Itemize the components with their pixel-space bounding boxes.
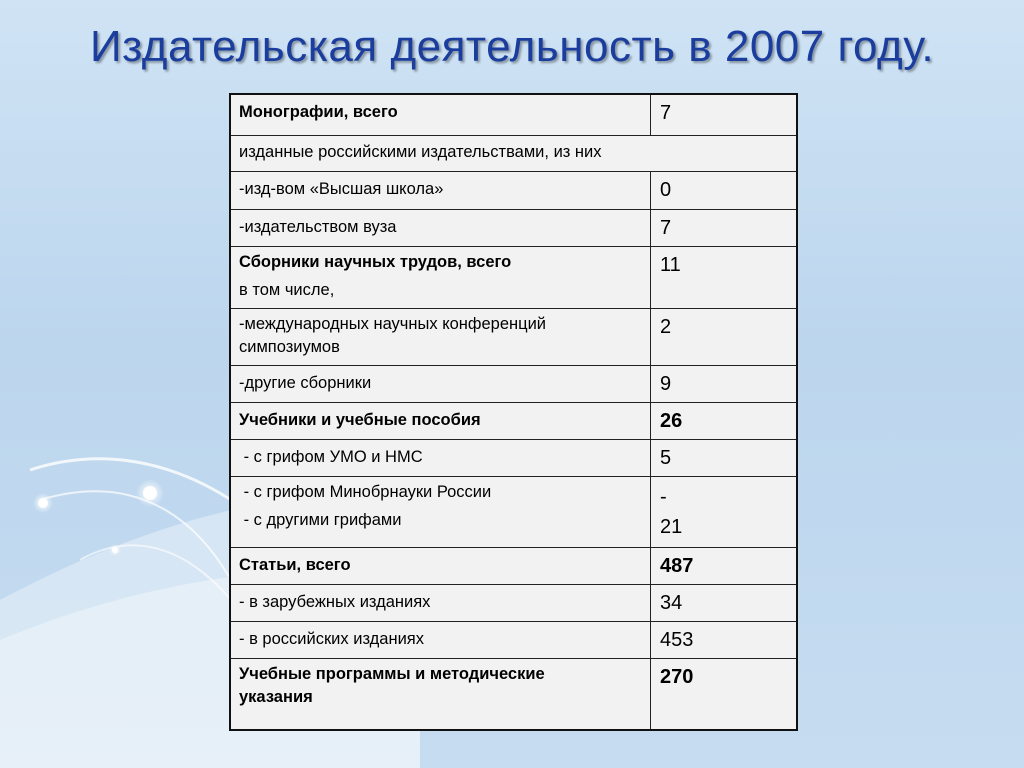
table-row — [230, 246, 797, 308]
table-cell-label — [230, 209, 651, 246]
table-cell-value — [651, 476, 798, 547]
row-label-text: Учебные программы и методические — [239, 664, 545, 683]
table-cell-label — [230, 94, 651, 135]
row-label-text: изданные российскими издательствами, из них — [239, 142, 602, 161]
table-cell-label — [230, 365, 651, 402]
table-cell-label — [230, 439, 651, 476]
table-cell-label — [230, 308, 651, 365]
table-row — [230, 658, 797, 730]
row-label-text: -издательством вуза — [239, 217, 397, 236]
table-cell-value — [651, 171, 798, 209]
table-cell-label — [230, 476, 651, 547]
table-cell-label — [230, 171, 651, 209]
row-value-text: 453 — [660, 628, 694, 651]
row-label-text: - с другими грифами — [239, 510, 402, 529]
row-label-text: -международных научных конференций — [239, 314, 547, 333]
table-cell-value — [651, 365, 798, 402]
page-title: Издательская деятельность в 2007 году. — [89, 22, 935, 71]
table-cell-value — [651, 621, 798, 658]
table-cell-label — [230, 135, 797, 171]
row-label-text: симпозиумов — [239, 337, 340, 356]
table-row — [230, 584, 797, 621]
row-value-text: 7 — [660, 102, 672, 124]
row-value-text: 487 — [660, 554, 694, 577]
table-row — [230, 547, 797, 584]
row-label-text: - в зарубежных изданиях — [239, 592, 431, 611]
table-cell-value — [651, 547, 798, 584]
row-value-text: 34 — [660, 591, 683, 614]
table-row — [230, 439, 797, 476]
table-cell-value — [651, 209, 798, 246]
row-value-text: 21 — [660, 515, 683, 538]
row-value-text: 9 — [660, 372, 672, 395]
row-value-text: 11 — [660, 253, 681, 276]
row-label-text: Статьи, всего — [239, 555, 351, 574]
row-value-text: - — [660, 485, 667, 508]
table-row — [230, 308, 797, 365]
publications-table — [229, 93, 798, 731]
table-cell-value — [651, 402, 798, 439]
table-cell-label — [230, 658, 651, 730]
table-cell-value — [651, 308, 798, 365]
table-cell-label — [230, 584, 651, 621]
table-cell-value — [651, 439, 798, 476]
table-row — [230, 135, 797, 171]
table-row — [230, 94, 797, 135]
table-row — [230, 365, 797, 402]
table-row — [230, 621, 797, 658]
table-cell-label — [230, 402, 651, 439]
table-row — [230, 476, 797, 547]
row-label-text: указания — [239, 687, 313, 706]
table-cell-label — [230, 547, 651, 584]
row-label-text: - с грифом УМО и НМС — [239, 447, 423, 466]
row-label-text: Сборники научных трудов, всего — [239, 252, 512, 271]
table-cell-label — [230, 246, 651, 308]
table-row — [230, 402, 797, 439]
row-label-text: - с грифом Минобрнауки России — [239, 482, 492, 501]
table-cell-label — [230, 621, 651, 658]
row-value-text: 270 — [660, 665, 694, 688]
row-value-text: 0 — [660, 178, 672, 201]
table-row — [230, 209, 797, 246]
row-value-text: 26 — [660, 409, 683, 432]
table-cell-value — [651, 584, 798, 621]
table-cell-value — [651, 94, 798, 135]
row-label-text: -изд-вом «Высшая школа» — [239, 179, 444, 198]
row-value-text: 5 — [660, 446, 672, 469]
row-value-text: 2 — [660, 315, 672, 338]
row-label-text: -другие сборники — [239, 373, 372, 392]
row-value-text: 7 — [660, 216, 672, 239]
row-label-text: Монографии, всего — [239, 103, 398, 121]
table-cell-value — [651, 246, 798, 308]
row-label-text: Учебники и учебные пособия — [239, 410, 481, 429]
row-label-text: - в российских изданиях — [239, 629, 424, 648]
table-cell-value — [651, 658, 798, 730]
row-label-text: в том числе, — [239, 280, 335, 299]
table-row — [230, 171, 797, 209]
